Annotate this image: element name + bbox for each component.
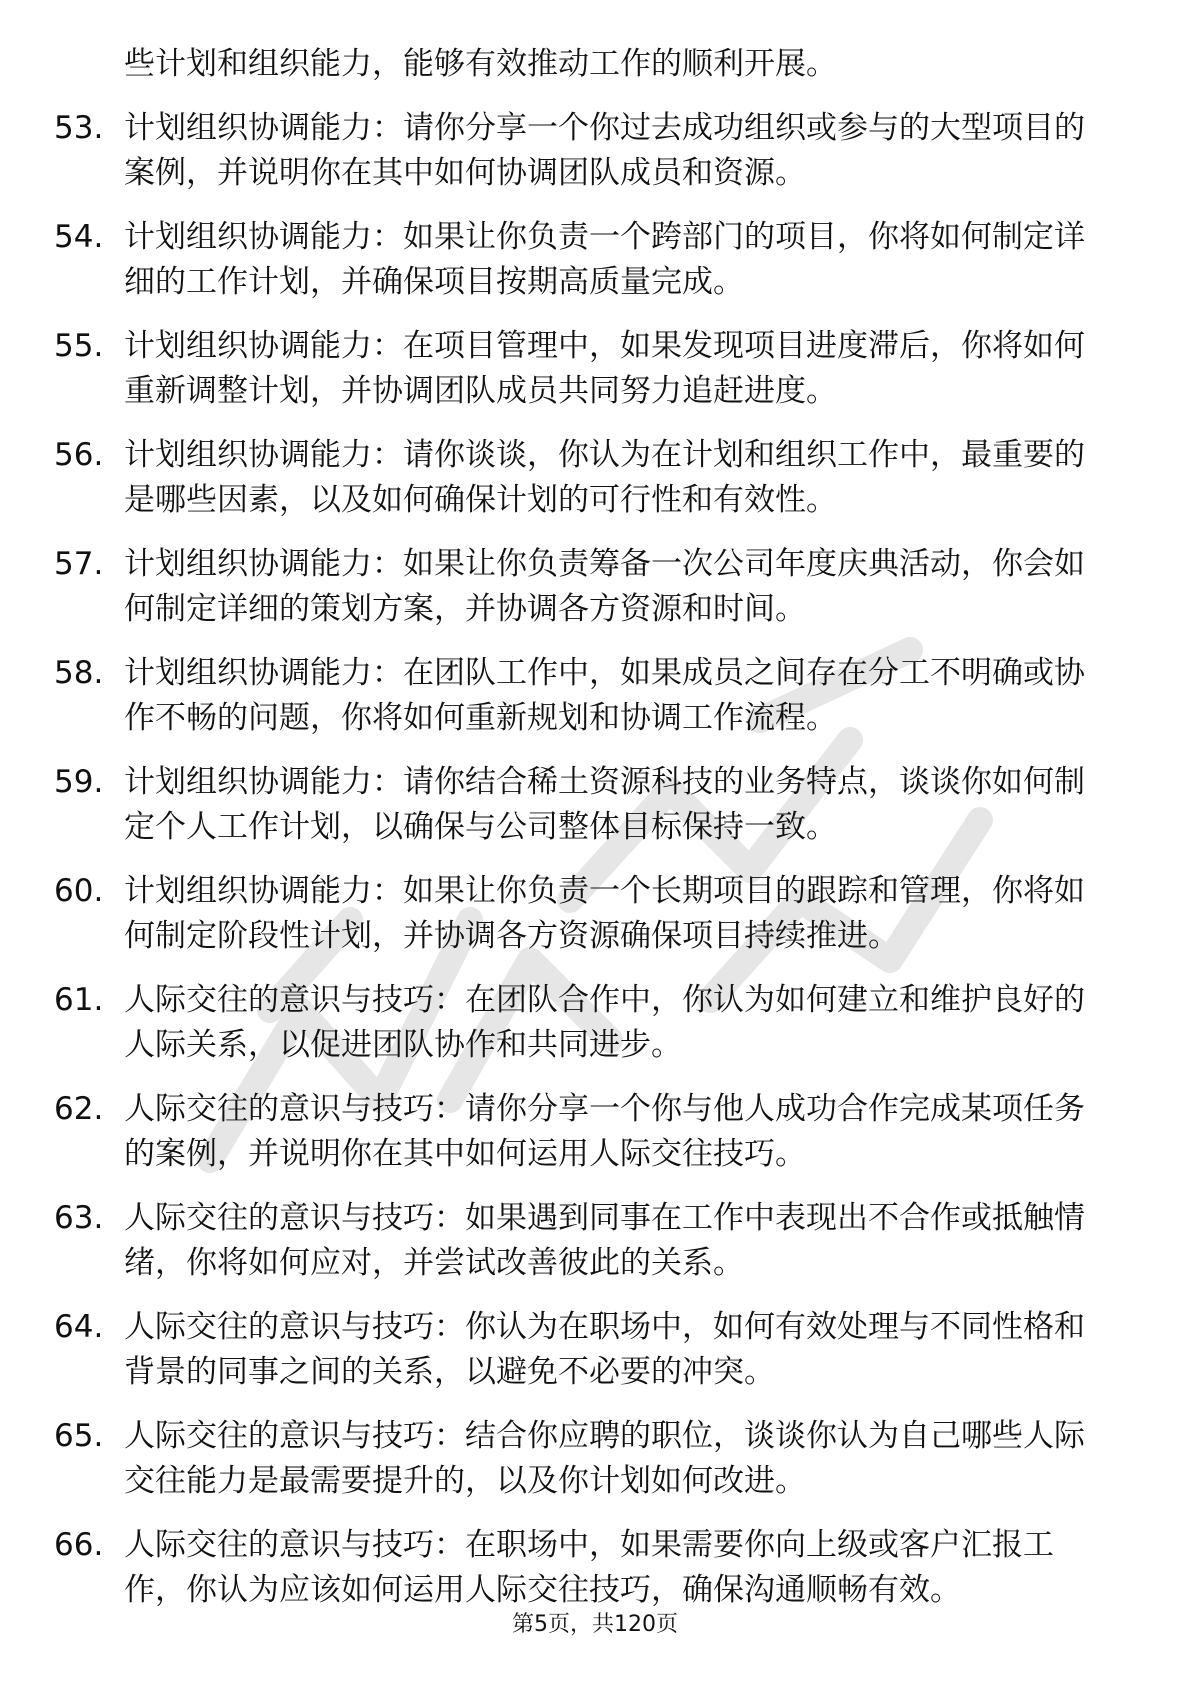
question-number: 66. xyxy=(54,1527,104,1563)
question-item-63 xyxy=(54,1196,1094,1286)
question-item-55 xyxy=(54,324,1094,414)
question-number: 65. xyxy=(54,1418,104,1454)
question-number: 56. xyxy=(54,437,104,473)
question-item-61 xyxy=(54,978,1094,1068)
question-number: 54. xyxy=(54,219,104,255)
question-item-66 xyxy=(54,1523,1094,1613)
question-number: 63. xyxy=(54,1200,104,1236)
question-text: 计划组织协调能力：如果让你负责一个跨部门的项目，你将如何制定详细的工作计划，并确保项目按期高质量完成。 xyxy=(124,219,1085,300)
question-item-56 xyxy=(54,433,1094,523)
question-number: 59. xyxy=(54,764,104,800)
question-item-57 xyxy=(54,542,1094,632)
question-item-64 xyxy=(54,1305,1094,1395)
question-text: 人际交往的意识与技巧：在职场中，如果需要你向上级或客户汇报工作，你认为应该如何运用人际交往技巧，确保沟通顺畅有效。 xyxy=(124,1527,1054,1608)
question-text: 计划组织协调能力：如果让你负责筹备一次公司年度庆典活动，你会如何制定详细的策划方案，并协调各方资源和时间。 xyxy=(124,546,1085,627)
question-text: 计划组织协调能力：如果让你负责一个长期项目的跟踪和管理，你将如何制定阶段性计划，并协调各方资源确保项目持续推进。 xyxy=(124,873,1085,954)
question-text: 计划组织协调能力：在团队工作中，如果成员之间存在分工不明确或协作不畅的问题，你将如何重新规划和协调工作流程。 xyxy=(124,655,1085,736)
question-text: 计划组织协调能力：请你谈谈，你认为在计划和组织工作中，最重要的是哪些因素，以及如何确保计划的可行性和有效性。 xyxy=(124,437,1085,518)
question-text: 人际交往的意识与技巧：你认为在职场中，如何有效处理与不同性格和背景的同事之间的关系，以避免不必要的冲突。 xyxy=(124,1309,1085,1390)
question-number: 64. xyxy=(54,1309,104,1345)
question-text: 计划组织协调能力：请你分享一个你过去成功组织或参与的大型项目的案例，并说明你在其中如何协调团队成员和资源。 xyxy=(124,110,1085,191)
question-item-60 xyxy=(54,869,1094,959)
question-item-59 xyxy=(54,760,1094,850)
question-item-62 xyxy=(54,1087,1094,1177)
question-number: 62. xyxy=(54,1091,104,1127)
question-text: 人际交往的意识与技巧：请你分享一个你与他人成功合作完成某项任务的案例，并说明你在其中如何运用人际交往技巧。 xyxy=(124,1091,1085,1172)
question-text: 人际交往的意识与技巧：结合你应聘的职位，谈谈你认为自己哪些人际交往能力是最需要提升的，以及你计划如何改进。 xyxy=(124,1418,1085,1499)
page-footer: 第5页，共120页 xyxy=(512,1612,678,1637)
question-number: 58. xyxy=(54,655,104,691)
question-number: 55. xyxy=(54,328,104,364)
question-number: 57. xyxy=(54,546,104,582)
continued-text-line: 些计划和组织能力，能够有效推动工作的顺利开展。 xyxy=(124,46,837,82)
question-item-53 xyxy=(54,106,1094,196)
question-item-54 xyxy=(54,215,1094,305)
question-text: 人际交往的意识与技巧：在团队合作中，你认为如何建立和维护良好的人际关系，以促进团队协作和共同进步。 xyxy=(124,982,1085,1063)
question-text: 计划组织协调能力：请你结合稀土资源科技的业务特点，谈谈你如何制定个人工作计划，以确保与公司整体目标保持一致。 xyxy=(124,764,1085,845)
question-number: 60. xyxy=(54,873,104,909)
question-number: 53. xyxy=(54,110,104,146)
question-number: 61. xyxy=(54,982,104,1018)
question-list xyxy=(54,42,1094,1613)
question-item-65 xyxy=(54,1414,1094,1504)
question-item-58 xyxy=(54,651,1094,741)
question-text: 计划组织协调能力：在项目管理中，如果发现项目进度滞后，你将如何重新调整计划，并协调团队成员共同努力追赶进度。 xyxy=(124,328,1085,409)
question-text: 人际交往的意识与技巧：如果遇到同事在工作中表现出不合作或抵触情绪，你将如何应对，并尝试改善彼此的关系。 xyxy=(124,1200,1085,1281)
